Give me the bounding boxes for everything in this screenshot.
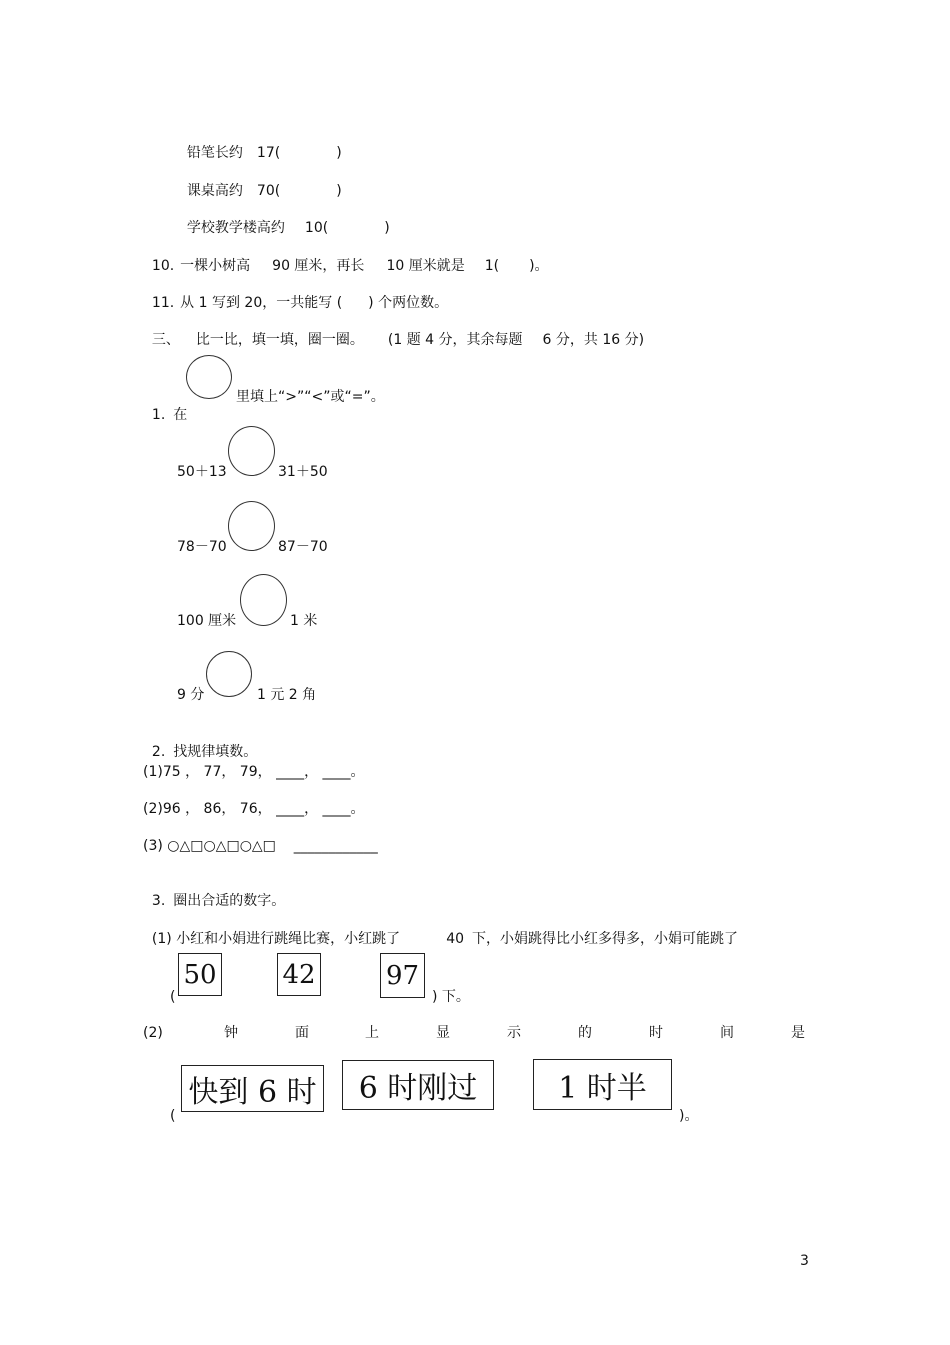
q9-item-label: 铅笔长约 [186,145,243,161]
compare-left: 78－70 [177,539,227,555]
problem-3-2-chars [0,1024,950,1204]
number-option[interactable]: 42 [277,953,321,996]
open-paren: ( [170,989,176,1005]
problem-3-1-text [143,912,738,948]
question-char: 时 [649,1025,663,1041]
q9-item-close: ) [336,145,342,161]
q9-item-label: 课桌高约 [186,183,243,199]
problem-2-heading [143,725,257,761]
problem-number: 3. [151,893,166,909]
section-note: (1 题 4 分，其余每题 [387,332,523,348]
question-number: 10. [151,258,175,274]
question-text: (1) 小红和小娟进行跳绳比赛，小红跳了 [151,931,401,947]
q9-item-2 [178,164,342,200]
question-char: 示 [507,1025,521,1041]
question-char: 面 [295,1025,309,1041]
question-number: 11. [151,295,175,311]
q9-item-value: 70( [256,183,281,199]
q9-item-value: 10( [304,220,329,236]
compare-right: 87－70 [278,539,328,555]
open-paren: ( [170,1108,176,1124]
q9-item-label: 学校教学楼高约 [186,220,285,236]
compare-circle[interactable] [240,574,287,626]
q9-item-close: ) [384,220,390,236]
problem-number: 1. [151,407,166,423]
question-text: 10 厘米就是 [386,258,465,274]
question-text: 1( [484,258,500,274]
time-option[interactable]: 6 时刚过 [342,1060,494,1110]
compare-left: 9 分 [177,687,205,703]
question-number-value: 40 [446,931,465,947]
problem-1-instruction [143,388,187,424]
number-option[interactable]: 50 [178,953,222,996]
question-text: ) 个两位数。 [368,295,449,311]
section-note: 6 分，共 16 分) [542,332,645,348]
compare-right: 31＋50 [278,464,328,480]
time-option[interactable]: 快到 6 时 [181,1065,324,1112]
question-char: 钟 [224,1025,238,1041]
number-option[interactable]: 97 [380,953,425,998]
section-3-heading [143,313,644,349]
page-number: 3 [800,1253,809,1269]
instruction-pre: 在 [173,407,188,423]
question-text: 一棵小树高 [180,258,251,274]
compare-circle[interactable] [228,426,275,476]
question-char: 的 [578,1025,592,1041]
compare-circle[interactable] [206,651,252,697]
compare-left: 50＋13 [177,464,227,480]
question-text: 从 1 写到 20，一共能写 ( [180,295,343,311]
q9-item-close: ) [336,183,342,199]
instruction-post: 里填上“>”“<”或“=”。 [236,389,385,405]
pattern-row: (2)96 ， 86， 76， ____， ____。 [143,801,365,817]
question-text: 90 厘米，再长 [272,258,365,274]
q9-item-3 [178,201,390,237]
question-10 [143,239,549,275]
question-char: 是 [791,1025,805,1041]
q9-item-value: 17( [256,145,281,161]
compare-circle[interactable] [228,501,275,551]
question-11 [143,276,448,312]
q9-item-1 [178,126,342,162]
pattern-row: (1)75 ， 77， 79， ____， ____。 [143,764,365,780]
compare-right: 1 元 2 角 [257,687,317,703]
time-option[interactable]: 1 时半 [533,1059,672,1110]
compare-left: 100 厘米 [177,613,237,629]
problem-number: 2. [151,744,166,760]
question-text: )。 [529,258,549,274]
example-circle [186,355,232,399]
close-paren: )。 [679,1108,699,1124]
problem-title: 找规律填数。 [173,744,258,760]
pattern-row: (3) ○△□○△□○△□ ____________ [143,838,378,854]
close-paren: ) 下。 [432,989,470,1005]
problem-3-heading [143,874,285,910]
question-char: 显 [436,1025,450,1041]
section-title: 比一比，填一填，圈一圈。 [195,332,364,348]
question-char: 间 [720,1025,734,1041]
question-text: 下，小娟跳得比小红多得多，小娟可能跳了 [472,931,739,947]
compare-right: 1 米 [290,613,318,629]
section-number: 三、 [151,332,180,348]
problem-title: 圈出合适的数字。 [173,893,286,909]
problem-3-2-lead: (2) [143,1025,163,1041]
question-char: 上 [365,1025,379,1041]
